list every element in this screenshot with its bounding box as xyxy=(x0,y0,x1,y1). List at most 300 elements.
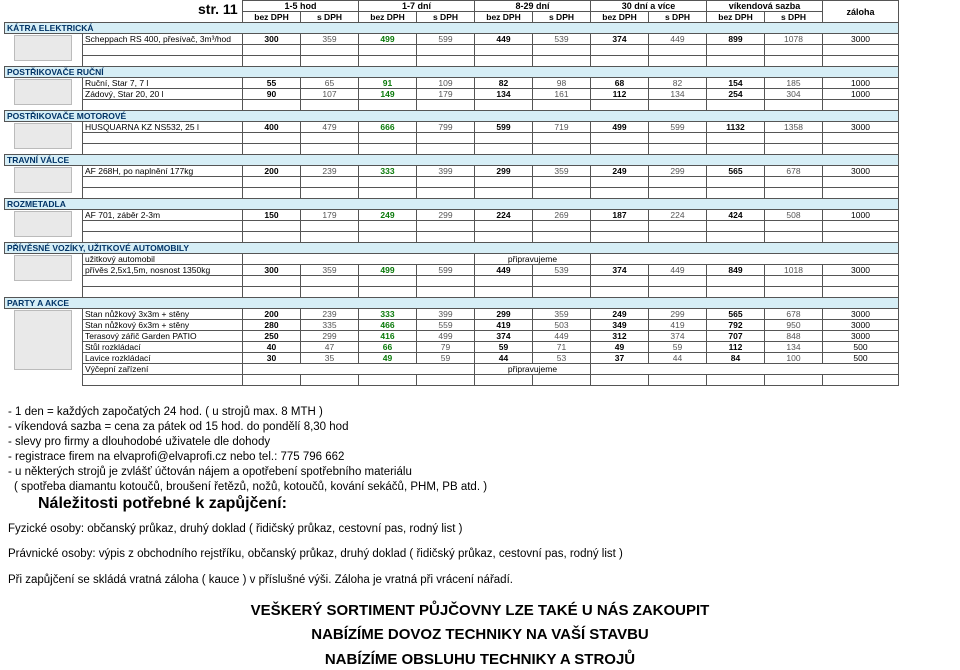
price-cell: 44 xyxy=(475,353,533,364)
empty-cell xyxy=(359,276,417,287)
empty-cell xyxy=(475,188,533,199)
table-row xyxy=(5,166,899,177)
empty-cell xyxy=(591,188,649,199)
price-cell: 599 xyxy=(417,265,475,276)
empty-cell xyxy=(359,56,417,67)
blank-row xyxy=(5,144,899,155)
empty-cell xyxy=(301,188,359,199)
price-cell: 37 xyxy=(591,353,649,364)
price-cell: 359 xyxy=(301,34,359,45)
note-line: - registrace firem na elvaprofi@elvaprofi.cz nebo tel.: 775 796 662 xyxy=(8,451,345,463)
empty-cell xyxy=(823,287,899,298)
price-cell: 449 xyxy=(533,331,591,342)
price-without-vat-header: bez DPH xyxy=(243,12,301,23)
price-cell: 299 xyxy=(475,166,533,177)
section-title: POSTŘIKOVAČE RUČNÍ xyxy=(5,67,899,78)
price-cell: 419 xyxy=(475,320,533,331)
price-cell: 333 xyxy=(359,166,417,177)
price-cell: 499 xyxy=(417,331,475,342)
blank-row xyxy=(5,232,899,243)
price-cell: 161 xyxy=(533,89,591,100)
blank-row xyxy=(5,45,899,56)
empty-cell xyxy=(649,375,707,386)
price-cell: 30 xyxy=(243,353,301,364)
price-cell: 224 xyxy=(475,210,533,221)
section-row xyxy=(5,111,899,122)
header-spacer xyxy=(5,1,243,23)
section-title: PARTY A AKCE xyxy=(5,298,899,309)
item-name: HUSQUARNA KZ NS532, 25 l xyxy=(83,122,243,133)
empty-cell xyxy=(765,276,823,287)
empty-cell xyxy=(301,45,359,56)
empty-cell xyxy=(823,221,899,232)
price-cell: 599 xyxy=(417,34,475,45)
price-cell: 359 xyxy=(301,265,359,276)
empty-cell xyxy=(591,276,649,287)
deposit-cell: 500 xyxy=(823,342,899,353)
hand-sprayer-image xyxy=(14,79,72,105)
blank-row xyxy=(5,100,899,111)
empty-cell xyxy=(301,56,359,67)
empty-cell xyxy=(83,144,243,155)
price-cell: 134 xyxy=(765,342,823,353)
empty-cell xyxy=(5,375,83,386)
item-name: AF 268H, po naplnění 177kg xyxy=(83,166,243,177)
empty-cell xyxy=(301,177,359,188)
footer-line-3: NABÍZÍME OBSLUHU TECHNIKY A STROJŮ xyxy=(324,651,636,668)
note-line: - víkendová sazba = cena za pátek od 15 hod. do pondělí 8,30 hod xyxy=(8,421,349,433)
price-cell: 59 xyxy=(475,342,533,353)
empty-cell xyxy=(83,56,243,67)
item-name: Stůl rozkládací xyxy=(83,342,243,353)
empty-cell xyxy=(765,375,823,386)
empty-cell xyxy=(417,56,475,67)
empty-cell xyxy=(475,375,533,386)
deposit-cell: 1000 xyxy=(823,210,899,221)
empty-cell xyxy=(301,276,359,287)
empty-cell xyxy=(243,56,301,67)
price-cell: 508 xyxy=(765,210,823,221)
price-without-vat-header: bez DPH xyxy=(707,12,765,23)
price-cell: 399 xyxy=(417,309,475,320)
deposit-cell: 1000 xyxy=(823,78,899,89)
empty-cell xyxy=(475,232,533,243)
empty-cell xyxy=(83,232,243,243)
empty-cell xyxy=(533,56,591,67)
empty-cell xyxy=(649,276,707,287)
party-tent-image xyxy=(14,310,72,370)
price-cell: 40 xyxy=(243,342,301,353)
empty-cell xyxy=(823,276,899,287)
price-cell: 335 xyxy=(301,320,359,331)
empty-cell xyxy=(243,133,301,144)
blank-row xyxy=(5,287,899,298)
price-cell: 112 xyxy=(591,89,649,100)
empty-cell xyxy=(533,375,591,386)
section-row xyxy=(5,67,899,78)
empty-cell xyxy=(649,133,707,144)
empty-cell xyxy=(591,45,649,56)
empty-cell xyxy=(243,188,301,199)
empty-cell xyxy=(301,100,359,111)
empty-cell xyxy=(83,276,243,287)
price-cell: 200 xyxy=(243,166,301,177)
price-cell: 1132 xyxy=(707,122,765,133)
empty-cell xyxy=(301,232,359,243)
empty-cell xyxy=(243,375,301,386)
empty-cell xyxy=(301,287,359,298)
price-cell: 249 xyxy=(591,166,649,177)
empty-cell xyxy=(475,276,533,287)
empty-cell xyxy=(475,144,533,155)
price-cell: 1358 xyxy=(765,122,823,133)
price-cell: 792 xyxy=(707,320,765,331)
price-cell: 416 xyxy=(359,331,417,342)
empty-cell xyxy=(533,287,591,298)
price-cell: 112 xyxy=(707,342,765,353)
price-cell: 599 xyxy=(475,122,533,133)
empty-cell xyxy=(83,375,243,386)
price-cell: 66 xyxy=(359,342,417,353)
price-cell: 185 xyxy=(765,78,823,89)
price-cell: 503 xyxy=(533,320,591,331)
empty-cell xyxy=(533,232,591,243)
price-cell: 950 xyxy=(765,320,823,331)
deposit-cell: 500 xyxy=(823,353,899,364)
table-row xyxy=(5,89,899,100)
item-name: Terasový zářič Garden PATIO xyxy=(83,331,243,342)
empty-cell xyxy=(243,254,475,265)
item-name: Lavice rozkládací xyxy=(83,353,243,364)
price-with-vat-header: s DPH xyxy=(533,12,591,23)
empty-cell xyxy=(823,232,899,243)
table-row xyxy=(5,210,899,221)
empty-cell xyxy=(533,144,591,155)
empty-cell xyxy=(83,100,243,111)
table-row xyxy=(5,320,899,331)
price-cell: 565 xyxy=(707,166,765,177)
blank-row xyxy=(5,188,899,199)
empty-cell xyxy=(359,45,417,56)
price-cell: 359 xyxy=(533,166,591,177)
price-cell: 59 xyxy=(417,353,475,364)
empty-cell xyxy=(591,56,649,67)
price-cell: 333 xyxy=(359,309,417,320)
empty-cell xyxy=(533,133,591,144)
price-cell: 374 xyxy=(591,34,649,45)
price-cell: 65 xyxy=(301,78,359,89)
table-row xyxy=(5,78,899,89)
empty-cell xyxy=(823,45,899,56)
price-cell: 55 xyxy=(243,78,301,89)
empty-cell xyxy=(243,177,301,188)
price-cell: 149 xyxy=(359,89,417,100)
empty-cell xyxy=(301,375,359,386)
price-cell: 44 xyxy=(649,353,707,364)
price-cell: 299 xyxy=(417,210,475,221)
empty-cell xyxy=(765,287,823,298)
empty-cell xyxy=(765,56,823,67)
empty-cell xyxy=(417,232,475,243)
empty-cell xyxy=(591,177,649,188)
price-cell: 59 xyxy=(649,342,707,353)
price-cell: 300 xyxy=(243,34,301,45)
note-line: - slevy pro firmy a dlouhodobé uživatele dle dohody xyxy=(8,436,271,448)
empty-cell xyxy=(823,100,899,111)
empty-cell xyxy=(359,287,417,298)
section-title: ROZMETADLA xyxy=(5,199,899,210)
empty-cell xyxy=(707,177,765,188)
empty-cell xyxy=(649,45,707,56)
empty-cell xyxy=(707,276,765,287)
lawn-roller-image xyxy=(14,167,72,193)
deposit-cell: 1000 xyxy=(823,89,899,100)
empty-cell xyxy=(649,177,707,188)
price-without-vat-header: bez DPH xyxy=(475,12,533,23)
item-name: Stan nůžkový 6x3m + stěny xyxy=(83,320,243,331)
price-cell: 678 xyxy=(765,166,823,177)
empty-cell xyxy=(533,221,591,232)
price-cell: 47 xyxy=(301,342,359,353)
empty-cell xyxy=(417,45,475,56)
price-cell: 449 xyxy=(649,34,707,45)
price-cell: 539 xyxy=(533,265,591,276)
price-cell: 678 xyxy=(765,309,823,320)
item-name: Stan nůžkový 3x3m + stěny xyxy=(83,309,243,320)
price-cell: 200 xyxy=(243,309,301,320)
deposit-cell: 3000 xyxy=(823,265,899,276)
empty-cell xyxy=(417,221,475,232)
empty-cell xyxy=(823,144,899,155)
trailer-image xyxy=(14,255,72,281)
blank-row xyxy=(5,276,899,287)
empty-cell xyxy=(301,133,359,144)
price-cell: 68 xyxy=(591,78,649,89)
empty-cell xyxy=(359,133,417,144)
price-cell: 98 xyxy=(533,78,591,89)
price-without-vat-header: bez DPH xyxy=(591,12,649,23)
price-cell: 374 xyxy=(475,331,533,342)
empty-cell xyxy=(475,56,533,67)
deposit-cell: 3000 xyxy=(823,122,899,133)
empty-cell xyxy=(301,221,359,232)
price-with-vat-header: s DPH xyxy=(765,12,823,23)
price-cell: 312 xyxy=(591,331,649,342)
table-row xyxy=(5,34,899,45)
price-cell: 565 xyxy=(707,309,765,320)
empty-cell xyxy=(475,221,533,232)
price-cell: 154 xyxy=(707,78,765,89)
footer-line-2: NABÍZÍME DOVOZ TECHNIKY NA VAŠÍ STAVBU xyxy=(311,626,649,643)
price-cell: 179 xyxy=(301,210,359,221)
blank-row xyxy=(5,133,899,144)
section-title: TRAVNÍ VÁLCE xyxy=(5,155,899,166)
period-header: 8-29 dní xyxy=(475,1,591,12)
price-cell: 299 xyxy=(649,309,707,320)
blank-row xyxy=(5,177,899,188)
header-row xyxy=(5,1,899,12)
empty-cell xyxy=(533,100,591,111)
empty-cell xyxy=(823,188,899,199)
blank-row xyxy=(5,221,899,232)
price-cell: 899 xyxy=(707,34,765,45)
deposit-cell: 3000 xyxy=(823,331,899,342)
empty-cell xyxy=(533,188,591,199)
price-cell: 280 xyxy=(243,320,301,331)
empty-cell xyxy=(359,221,417,232)
period-header: víkendová sazba xyxy=(707,1,823,12)
price-cell: 666 xyxy=(359,122,417,133)
price-cell: 424 xyxy=(707,210,765,221)
price-cell: 224 xyxy=(649,210,707,221)
empty-cell xyxy=(707,375,765,386)
empty-cell xyxy=(591,221,649,232)
section-row xyxy=(5,199,899,210)
empty-cell xyxy=(533,177,591,188)
deposit-cell: 3000 xyxy=(823,166,899,177)
price-cell: 49 xyxy=(591,342,649,353)
price-cell: 134 xyxy=(649,89,707,100)
table-row xyxy=(5,309,899,320)
item-name: Výčepní zařízení xyxy=(83,364,243,375)
price-cell: 300 xyxy=(243,265,301,276)
price-cell: 239 xyxy=(301,166,359,177)
section-row xyxy=(5,298,899,309)
item-name: Scheppach RS 400, přesívač, 3m³/hod xyxy=(83,34,243,45)
price-cell: 71 xyxy=(533,342,591,353)
empty-cell xyxy=(475,287,533,298)
price-cell: 559 xyxy=(417,320,475,331)
price-cell: 90 xyxy=(243,89,301,100)
empty-cell xyxy=(649,221,707,232)
legal-persons-requirements: Právnické osoby: výpis z obchodního rejstříku, občanský průkaz, druhý doklad ( řidičský průkaz, cestovní pas, rodný list ) xyxy=(8,548,623,560)
empty-cell xyxy=(243,100,301,111)
price-cell: 848 xyxy=(765,331,823,342)
section-row xyxy=(5,243,899,254)
item-name: přívěs 2,5x1,5m, nosnost 1350kg xyxy=(83,265,243,276)
price-cell: 269 xyxy=(533,210,591,221)
empty-cell xyxy=(591,254,899,265)
empty-cell xyxy=(301,144,359,155)
price-cell: 419 xyxy=(649,320,707,331)
table-row xyxy=(5,353,899,364)
price-cell: 449 xyxy=(475,265,533,276)
empty-cell xyxy=(243,364,475,375)
deposit-cell: 3000 xyxy=(823,309,899,320)
price-cell: 109 xyxy=(417,78,475,89)
empty-cell xyxy=(591,144,649,155)
page-label: str. 11 xyxy=(198,1,238,17)
empty-cell xyxy=(359,188,417,199)
empty-cell xyxy=(417,100,475,111)
empty-cell xyxy=(359,144,417,155)
item-name: užitkový automobil xyxy=(83,254,243,265)
empty-cell xyxy=(765,188,823,199)
price-cell: 100 xyxy=(765,353,823,364)
empty-cell xyxy=(5,287,83,298)
empty-cell xyxy=(765,221,823,232)
section-row xyxy=(5,23,899,34)
table-row xyxy=(5,265,899,276)
section-row xyxy=(5,155,899,166)
footer-line-1: VEŠKERÝ SORTIMENT PŮJČOVNY LZE TAKÉ U NÁS ZAKOUPIT xyxy=(250,602,710,619)
price-cell: 849 xyxy=(707,265,765,276)
empty-cell xyxy=(591,100,649,111)
empty-cell xyxy=(475,45,533,56)
empty-cell xyxy=(765,232,823,243)
empty-cell xyxy=(649,144,707,155)
price-cell: 304 xyxy=(765,89,823,100)
empty-cell xyxy=(359,100,417,111)
price-cell: 82 xyxy=(475,78,533,89)
deposit-cell: 3000 xyxy=(823,320,899,331)
empty-cell xyxy=(765,100,823,111)
empty-cell xyxy=(417,144,475,155)
empty-cell xyxy=(359,375,417,386)
blank-row xyxy=(5,375,899,386)
empty-cell xyxy=(359,177,417,188)
empty-cell xyxy=(83,221,243,232)
natural-persons-requirements: Fyzické osoby: občanský průkaz, druhý doklad ( řidičský průkaz, cestovní pas, rodný list ) xyxy=(8,523,463,535)
period-header: 30 dní a více xyxy=(591,1,707,12)
empty-cell xyxy=(707,232,765,243)
price-without-vat-header: bez DPH xyxy=(359,12,417,23)
period-header: 1-7 dní xyxy=(359,1,475,12)
empty-cell xyxy=(417,188,475,199)
price-cell: 82 xyxy=(649,78,707,89)
table-row xyxy=(5,364,899,375)
price-cell: 499 xyxy=(359,265,417,276)
price-cell: 134 xyxy=(475,89,533,100)
price-cell: 707 xyxy=(707,331,765,342)
price-with-vat-header: s DPH xyxy=(417,12,475,23)
price-cell: 349 xyxy=(591,320,649,331)
rental-requirements-title: Náležitosti potřebné k zapůjčení: xyxy=(38,495,287,512)
price-cell: 499 xyxy=(591,122,649,133)
table-row xyxy=(5,122,899,133)
empty-cell xyxy=(707,45,765,56)
empty-cell xyxy=(765,45,823,56)
note-line: - u některých strojů je zvlášť účtován nájem a opotřebení spotřebního materiálu xyxy=(8,466,412,478)
section-title: PŘÍVĚSNÉ VOZÍKY, UŽITKOVÉ AUTOMOBILY xyxy=(5,243,899,254)
price-cell: 449 xyxy=(475,34,533,45)
price-cell: 1018 xyxy=(765,265,823,276)
table-row xyxy=(5,254,899,265)
price-cell: 359 xyxy=(533,309,591,320)
empty-cell xyxy=(83,188,243,199)
empty-cell xyxy=(649,100,707,111)
empty-cell xyxy=(765,133,823,144)
price-cell: 249 xyxy=(591,309,649,320)
empty-cell xyxy=(243,221,301,232)
deposit-header: záloha xyxy=(823,1,899,23)
empty-cell xyxy=(417,276,475,287)
price-cell: 249 xyxy=(359,210,417,221)
availability-note: připravujeme xyxy=(475,364,591,375)
deposit-note: Při zapůjčení se skládá vratná záloha ( kauce ) v příslušné výši. Záloha je vratná při vrácení nářadí. xyxy=(8,574,513,586)
empty-cell xyxy=(359,232,417,243)
empty-cell xyxy=(243,144,301,155)
availability-note: připravujeme xyxy=(475,254,591,265)
price-cell: 53 xyxy=(533,353,591,364)
empty-cell xyxy=(707,144,765,155)
price-cell: 187 xyxy=(591,210,649,221)
empty-cell xyxy=(243,287,301,298)
item-name: AF 701, záběr 2-3m xyxy=(83,210,243,221)
empty-cell xyxy=(417,375,475,386)
table-row xyxy=(5,331,899,342)
price-cell: 299 xyxy=(649,166,707,177)
